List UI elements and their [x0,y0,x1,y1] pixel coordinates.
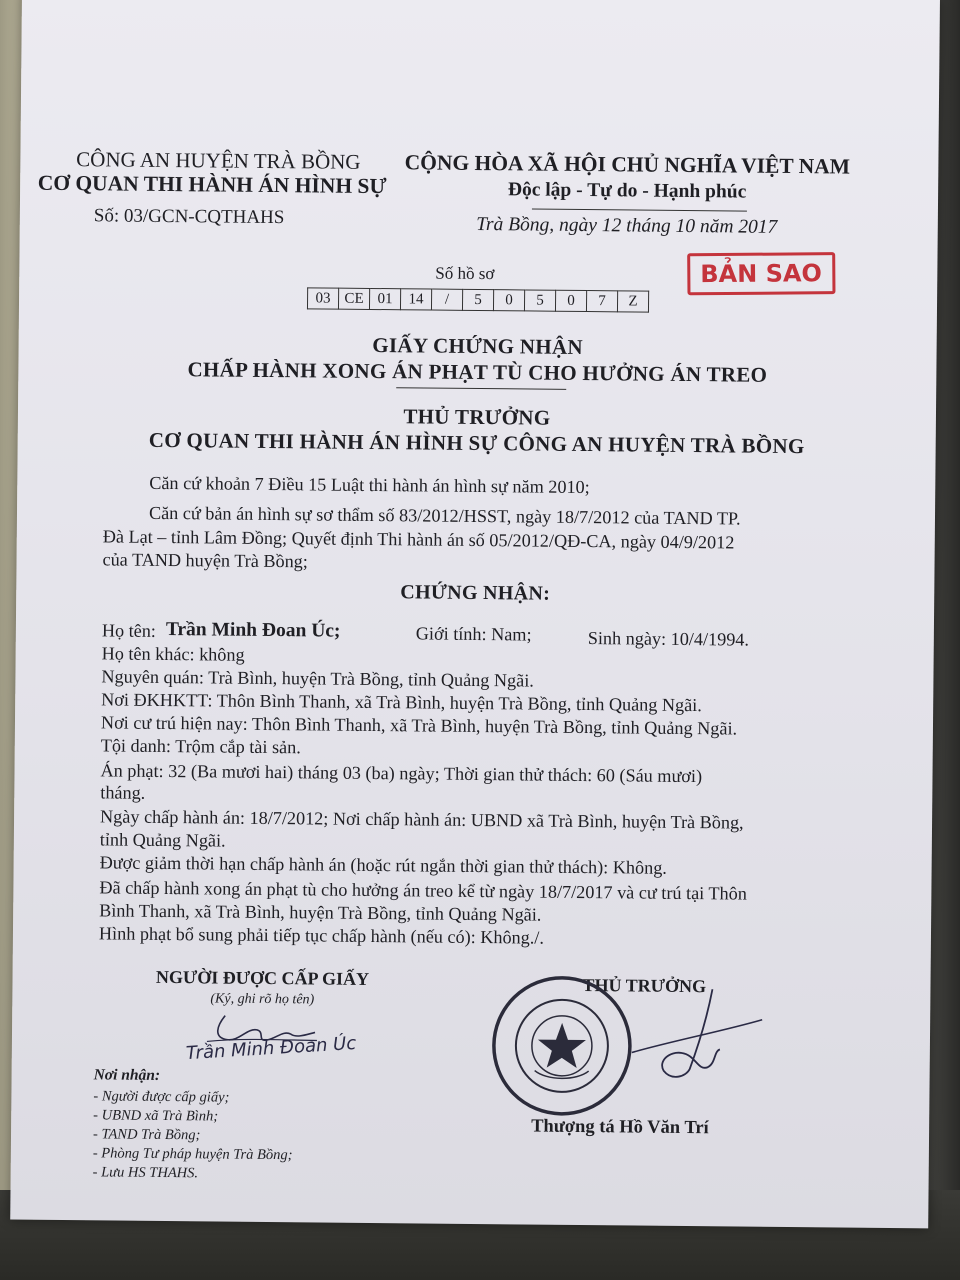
distribution-heading: Nơi nhận: [93,1066,161,1084]
execution-line2: tỉnh Quảng Ngãi. [99,829,226,851]
header-motto: Độc lập - Tự do - Hạnh phúc [507,179,747,203]
authority-line2: CƠ QUAN THI HÀNH ÁN HÌNH SỰ CÔNG AN HUYỆN TRÀ BỒNG [148,427,805,459]
basis-judgment-c: của TAND huyện Trà Bồng; [102,549,308,572]
copy-stamp: BẢN SAO [687,252,835,295]
chief-sign-title: THỦ TRƯỞNG [582,975,707,997]
title-line2: CHẤP HÀNH XONG ÁN PHẠT TÙ CHO HƯỞNG ÁN TREO [187,357,768,387]
person-gender: Giới tính: Nam; [415,623,532,645]
record-cell: 14 [400,289,431,310]
certify-heading: CHỨNG NHẬN: [400,581,551,605]
person-dob: Sinh ngày: 10/4/1994. [587,628,750,650]
additional-penalty: Hình phạt bổ sung phải tiếp tục chấp hành (nếu có): Không./. [98,923,545,948]
record-cell: CE [338,288,369,309]
document-number: Số: 03/GCN-CQTHAHS [93,205,285,229]
record-cell: 0 [493,290,524,311]
header-agency: CÔNG AN HUYỆN TRÀ BỒNG [76,147,361,174]
record-cell: 7 [586,291,617,312]
completed-line1: Đã chấp hành xong án phạt tù cho hưởng án treo kể từ ngày 18/7/2017 và cư trú tại Thôn [99,877,747,904]
recipient-sign-title: NGƯỜI ĐƯỢC CẤP GIẤY [155,966,370,989]
distribution-item: - Phòng Tư pháp huyện Trà Bồng; [92,1145,293,1164]
chief-signature-icon [611,980,772,1092]
basis-judgment-a: Căn cứ bản án hình sự sơ thẩm số 83/2012/HSST, ngày 18/7/2012 của TAND TP. [148,502,741,529]
record-label: Số hồ sơ [435,263,495,284]
recipient-sign-note: (Ký, ghi rõ họ tên) [210,991,315,1008]
record-cell: 5 [524,290,555,311]
record-cell: / [431,289,462,310]
distribution-item: - Lưu HS THAHS. [92,1164,199,1182]
record-cell: 5 [462,289,493,310]
distribution-item: - UBND xã Trà Bình; [93,1107,219,1125]
record-cell: 0 [555,290,586,311]
basis-law: Căn cứ khoản 7 Điều 15 Luật thi hành án hình sự năm 2010; [149,472,590,498]
person-name: Trần Minh Đoan Úc; [165,619,341,642]
authority-line1: THỦ TRƯỞNG [403,404,551,430]
record-cell: Z [617,291,648,312]
person-alias: Họ tên khác: không [101,643,245,665]
header-nation: CỘNG HÒA XÃ HỘI CHỦ NGHĨA VIỆT NAM [404,150,851,179]
place-date: Trà Bồng, ngày 12 tháng 10 năm 2017 [476,213,778,238]
person-origin: Nguyên quán: Trà Bình, huyện Trà Bồng, tỉnh Quảng Ngãi. [101,666,534,691]
person-registered: Nơi ĐKHKTT: Thôn Bình Thanh, xã Trà Bình, huyện Trà Bồng, tỉnh Quảng Ngãi. [101,689,702,716]
sentence-line2: tháng. [100,782,146,803]
person-crime: Tội danh: Trộm cắp tài sản. [100,735,301,758]
chief-name: Thượng tá Hồ Văn Trí [531,1116,709,1139]
name-label: Họ tên: [101,620,157,641]
recipient-handwritten-name: Trần Minh Đoan Úc [185,1032,357,1065]
execution-line1: Ngày chấp hành án: 18/7/2012; Nơi chấp hành án: UBND xã Trà Bình, huyện Trà Bồng, [99,806,744,833]
sentence-line1: Án phạt: 32 (Ba mươi hai) tháng 03 (ba) ngày; Thời gian thử thách: 60 (Sáu mươi) [100,760,703,787]
distribution-item: - Người được cấp giấy; [93,1088,230,1106]
reduction: Được giảm thời hạn chấp hành án (hoặc rút ngắn thời gian thử thách): Không. [99,852,667,878]
certificate-paper [10,0,940,1228]
record-cell: 03 [307,288,338,309]
header-office: CƠ QUAN THI HÀNH ÁN HÌNH SỰ [37,170,387,199]
record-number-table [307,287,649,312]
person-residence: Nơi cư trú hiện nay: Thôn Bình Thanh, xã Trà Bình, huyện Trà Bồng, tỉnh Quảng Ngãi. [100,712,738,739]
completed-line2: Bình Thanh, xã Trà Bình, huyện Trà Bồng, tỉnh Quảng Ngãi. [99,900,542,925]
title-line1: GIẤY CHỨNG NHẬN [372,332,584,359]
record-cell: 01 [369,288,400,309]
motto-underline [532,208,747,211]
distribution-item: - TAND Trà Bồng; [92,1126,201,1144]
title-underline [396,387,566,390]
basis-judgment-b: Đà Lạt – tỉnh Lâm Đồng; Quyết định Thi hành án số 05/2012/QĐ-CA, ngày 04/9/2012 [102,526,735,553]
